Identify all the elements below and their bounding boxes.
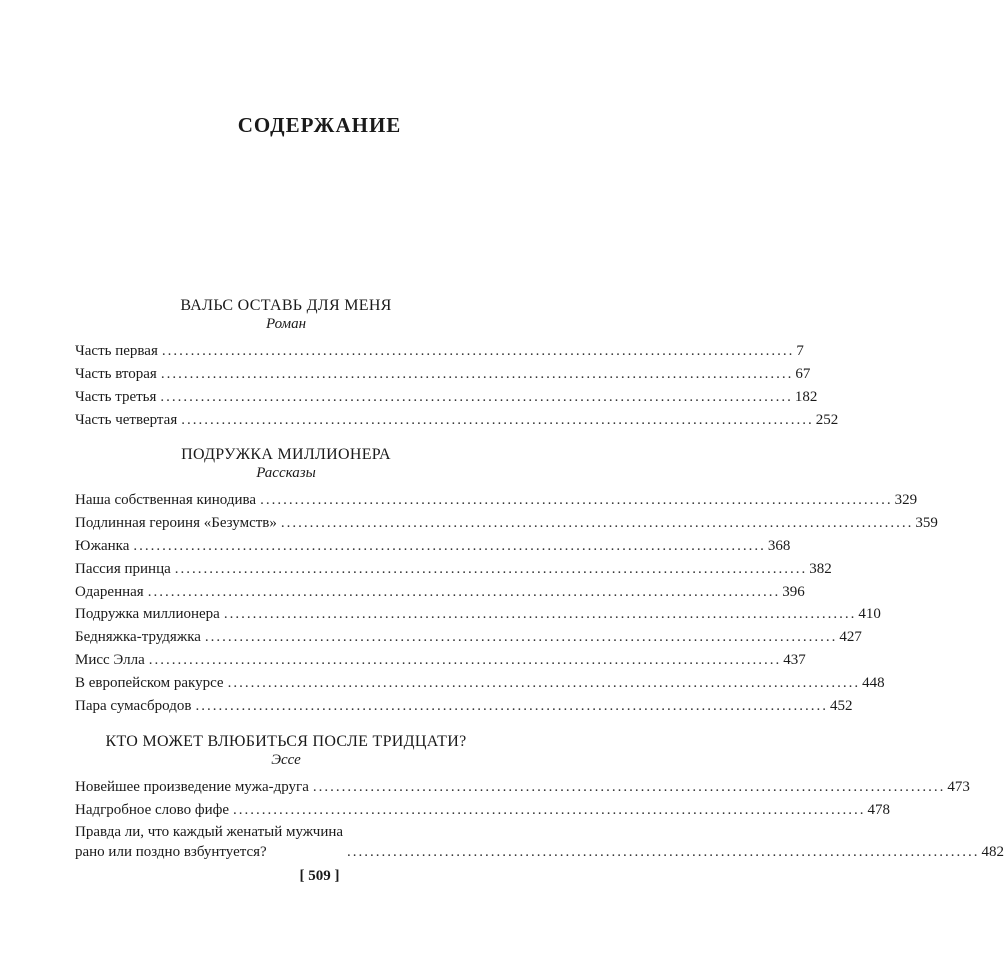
entry-page: 396 [782, 583, 805, 600]
entry-page: 478 [867, 801, 891, 818]
page-number: [ 509 ] [299, 868, 340, 884]
section-subtitle: Роман [265, 316, 307, 332]
toc-entry [75, 822, 1004, 862]
toc-entry [75, 409, 839, 432]
entry-page: 359 [915, 514, 938, 531]
entry-title: Подружка миллионера [75, 606, 220, 623]
toc-entry [75, 363, 811, 386]
entry-page: 473 [947, 779, 970, 795]
toc-entry [75, 649, 806, 672]
leader-dots: .............................................................................................................. [160, 365, 794, 382]
leader-dots: .............................................................................................................. [161, 343, 795, 359]
entry-title: Правда ли, что каждый женатый мужчина [75, 823, 344, 840]
leader-dots: .............................................................................................................. [223, 606, 857, 623]
entry-page: 329 [894, 492, 918, 508]
toc-entry [75, 776, 970, 799]
toc-entry [75, 581, 805, 604]
toc-entry [75, 672, 885, 695]
entry-page: 382 [809, 560, 832, 577]
leader-dots: .............................................................................................................. [347, 843, 980, 860]
leader-dots: .............................................................................................................. [312, 779, 946, 795]
toc-entry [75, 603, 881, 626]
leader-dots: .............................................................................................................. [260, 492, 893, 508]
entry-title: Пара сумасбродов [75, 698, 192, 715]
entry-page: 67 [795, 365, 811, 382]
leader-dots: .............................................................................................................. [147, 583, 781, 600]
leader-dots: .............................................................................................................. [174, 560, 808, 577]
entry-title-multiline [75, 822, 343, 862]
entry-title: Надгробное слово фифе [75, 801, 230, 818]
toc-section-novel [75, 296, 839, 432]
leader-dots: .............................................................................................................. [181, 411, 814, 428]
leader-dots: .............................................................................................................. [233, 801, 866, 818]
page-title: СОДЕРЖАНИЕ [237, 113, 402, 137]
entry-page: 182 [794, 388, 818, 405]
toc-section-essays [75, 732, 1004, 862]
toc-entry [75, 340, 804, 363]
leader-dots: .............................................................................................................. [280, 514, 914, 531]
section-heading: ПОДРУЖКА МИЛЛИОНЕРА [181, 446, 391, 463]
entry-title: Одаренная [75, 583, 144, 600]
entry-title: Наша собственная кинодива [75, 492, 257, 508]
entry-title: Часть третья [75, 388, 157, 405]
entry-page: 452 [829, 698, 853, 715]
leader-dots: .............................................................................................................. [195, 698, 828, 715]
leader-dots: .............................................................................................................. [148, 652, 782, 669]
section-subtitle: Эссе [271, 752, 301, 768]
entry-title: Мисс Элла [75, 652, 145, 669]
entry-title: рано или поздно взбунтуется? [75, 843, 267, 860]
entry-title: Пассия принца [75, 560, 171, 577]
entry-page: 7 [796, 343, 804, 359]
entry-title: Подлинная героиня «Безумств» [75, 514, 277, 531]
toc-entry [75, 489, 918, 512]
toc-entry [75, 535, 791, 558]
toc-entry [75, 626, 862, 649]
leader-dots: .............................................................................................................. [160, 388, 793, 405]
leader-dots: .............................................................................................................. [204, 629, 838, 646]
entry-page: 252 [815, 411, 839, 428]
entry-title: Новейшее произведение мужа-друга [75, 779, 309, 795]
entry-title: Бедняжка-трудяжка [75, 629, 201, 646]
entry-page: 427 [839, 629, 862, 646]
entry-title: Часть вторая [75, 365, 157, 382]
toc-entry [75, 799, 891, 822]
entry-title-last-line [75, 842, 343, 862]
toc-entry [75, 558, 832, 581]
entry-page: 368 [767, 537, 791, 554]
toc-entry [75, 386, 818, 409]
toc-entry [75, 512, 938, 535]
toc-entry [75, 695, 853, 718]
entry-title: Часть первая [75, 343, 158, 359]
leader-dots: .............................................................................................................. [227, 675, 861, 692]
entry-title: Южанка [75, 537, 130, 554]
entry-page: 410 [858, 606, 881, 623]
section-subtitle: Рассказы [256, 465, 316, 481]
section-heading: КТО МОЖЕТ ВЛЮБИТЬСЯ ПОСЛЕ ТРИДЦАТИ? [105, 733, 467, 750]
toc-section-stories [75, 445, 938, 718]
section-heading: ВАЛЬС ОСТАВЬ ДЛЯ МЕНЯ [180, 297, 392, 314]
entry-page: 482 [981, 843, 1004, 860]
entry-title: Часть четвертая [75, 411, 178, 428]
entry-page: 448 [862, 675, 885, 692]
entry-title: В европейском ракурсе [75, 675, 224, 692]
entry-page: 437 [783, 652, 806, 669]
leader-dots: .............................................................................................................. [133, 537, 766, 554]
